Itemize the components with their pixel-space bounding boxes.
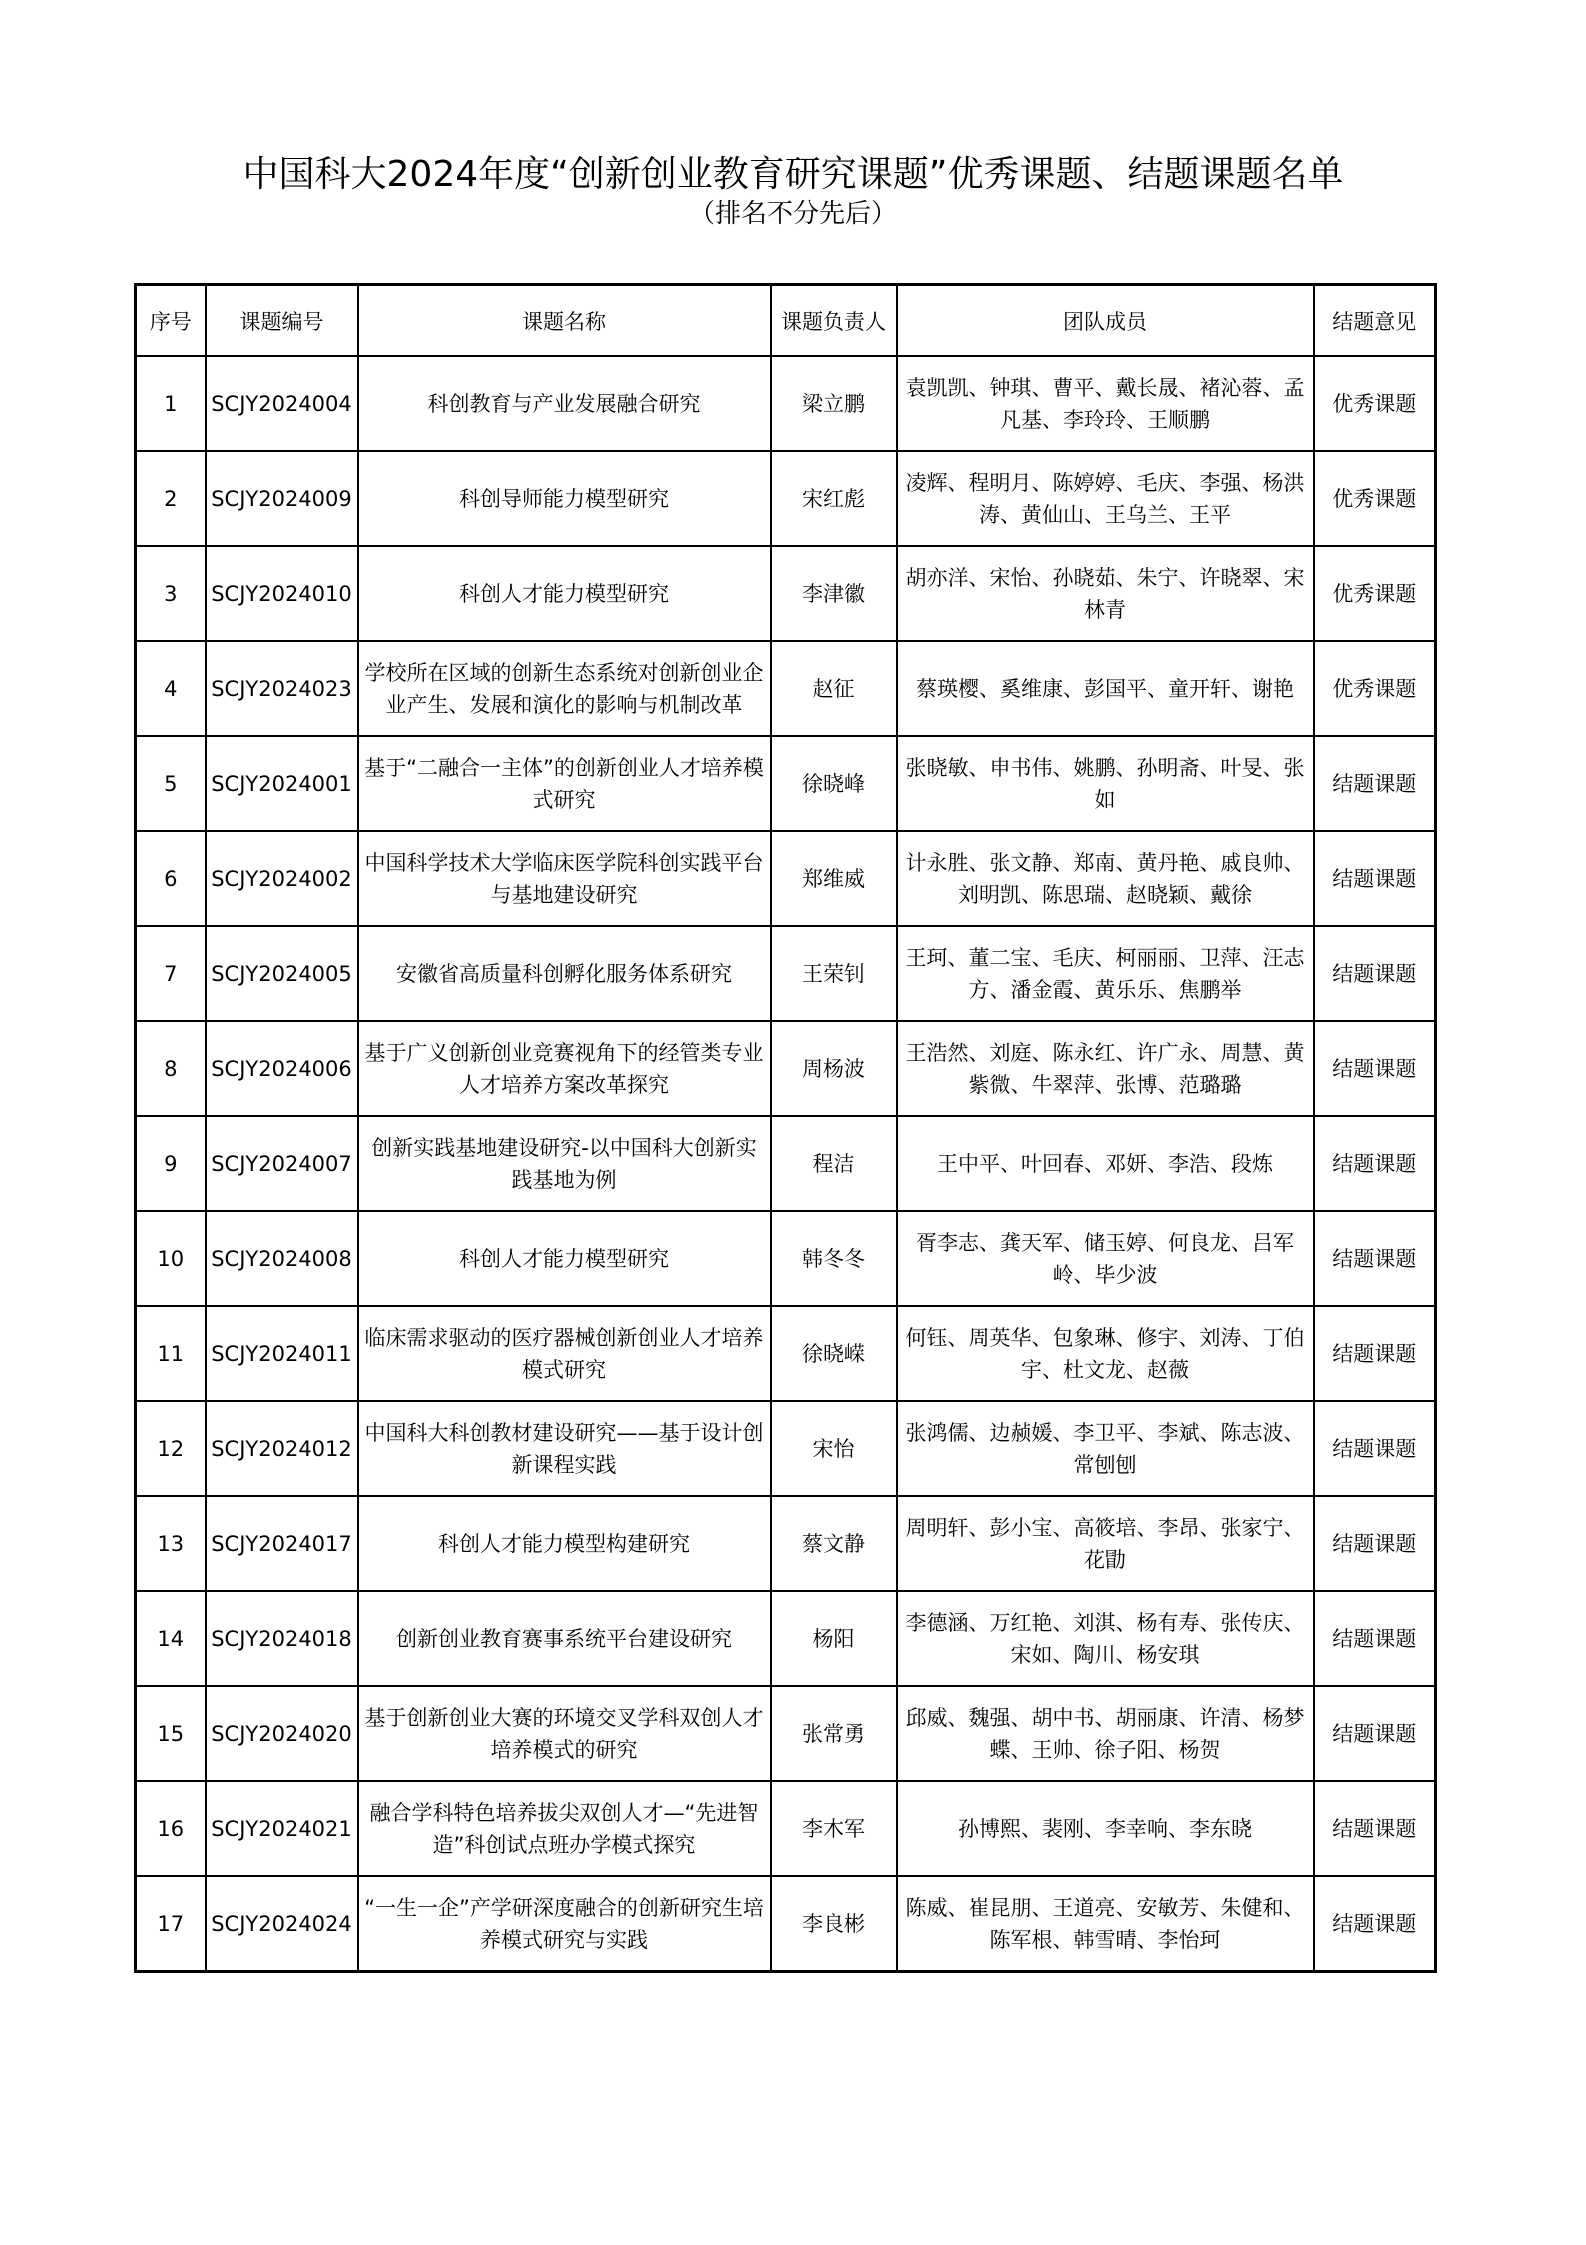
- row-members: 王浩然、刘庭、陈永红、许广永、周慧、黄紫微、牛翠萍、张博、范璐璐: [897, 1021, 1314, 1116]
- header-code: 课题编号: [206, 285, 358, 357]
- row-members: 胡亦洋、宋怡、孙晓茹、朱宁、许晓翠、宋林青: [897, 546, 1314, 641]
- row-leader: 徐晓嵘: [771, 1306, 897, 1401]
- project-table: [134, 283, 1437, 1973]
- table-row: [136, 451, 1436, 546]
- table-row: [136, 1876, 1436, 1972]
- row-opinion: 结题课题: [1314, 926, 1436, 1021]
- row-opinion: 结题课题: [1314, 1496, 1436, 1591]
- row-name: 创新实践基地建设研究-以中国科大创新实践基地为例: [358, 1116, 771, 1211]
- row-name: 安徽省高质量科创孵化服务体系研究: [358, 926, 771, 1021]
- row-seq: 12: [136, 1401, 206, 1496]
- row-members: 何钰、周英华、包象琳、修宇、刘涛、丁伯宇、杜文龙、赵薇: [897, 1306, 1314, 1401]
- row-code: SCJY2024001: [206, 736, 358, 831]
- row-leader: 蔡文静: [771, 1496, 897, 1591]
- row-seq: 7: [136, 926, 206, 1021]
- row-code: SCJY2024018: [206, 1591, 358, 1686]
- row-seq: 14: [136, 1591, 206, 1686]
- table-row: [136, 1021, 1436, 1116]
- row-seq: 15: [136, 1686, 206, 1781]
- row-leader: 赵征: [771, 641, 897, 736]
- row-leader: 郑维威: [771, 831, 897, 926]
- table-body: [136, 356, 1436, 1972]
- table-row: [136, 1591, 1436, 1686]
- row-seq: 1: [136, 356, 206, 451]
- table-row: [136, 831, 1436, 926]
- row-name: 中国科大科创教材建设研究——基于设计创新课程实践: [358, 1401, 771, 1496]
- row-code: SCJY2024009: [206, 451, 358, 546]
- row-members: 孙博熙、裴刚、李幸响、李东晓: [897, 1781, 1314, 1876]
- header-opinion: 结题意见: [1314, 285, 1436, 357]
- table-header-row: [136, 285, 1436, 357]
- row-seq: 17: [136, 1876, 206, 1972]
- row-leader: 宋怡: [771, 1401, 897, 1496]
- row-members: 张晓敏、申书伟、姚鹏、孙明斋、叶旻、张如: [897, 736, 1314, 831]
- row-opinion: 结题课题: [1314, 736, 1436, 831]
- row-name: 基于“二融合一主体”的创新创业人才培养模式研究: [358, 736, 771, 831]
- row-seq: 16: [136, 1781, 206, 1876]
- row-opinion: 优秀课题: [1314, 451, 1436, 546]
- table-row: [136, 1686, 1436, 1781]
- row-code: SCJY2024002: [206, 831, 358, 926]
- table-row: [136, 1211, 1436, 1306]
- row-seq: 4: [136, 641, 206, 736]
- row-members: 袁凯凯、钟琪、曹平、戴长晟、褚沁蓉、孟凡基、李玲玲、王顺鹏: [897, 356, 1314, 451]
- row-code: SCJY2024021: [206, 1781, 358, 1876]
- table-row: [136, 926, 1436, 1021]
- document-subtitle: （排名不分先后）: [688, 199, 897, 229]
- table-row: [136, 1496, 1436, 1591]
- table-row: [136, 641, 1436, 736]
- row-leader: 李津徽: [771, 546, 897, 641]
- row-opinion: 优秀课题: [1314, 356, 1436, 451]
- table-row: [136, 356, 1436, 451]
- row-leader: 李良彬: [771, 1876, 897, 1972]
- row-code: SCJY2024024: [206, 1876, 358, 1972]
- table-row: [136, 1781, 1436, 1876]
- row-leader: 韩冬冬: [771, 1211, 897, 1306]
- row-seq: 2: [136, 451, 206, 546]
- row-members: 王珂、董二宝、毛庆、柯丽丽、卫萍、汪志方、潘金霞、黄乐乐、焦鹏举: [897, 926, 1314, 1021]
- table-row: [136, 736, 1436, 831]
- row-code: SCJY2024004: [206, 356, 358, 451]
- row-leader: 程洁: [771, 1116, 897, 1211]
- row-seq: 10: [136, 1211, 206, 1306]
- table-row: [136, 546, 1436, 641]
- row-members: 凌辉、程明月、陈婷婷、毛庆、李强、杨洪涛、黄仙山、王乌兰、王平: [897, 451, 1314, 546]
- table-row: [136, 1306, 1436, 1401]
- row-name: 基于创新创业大赛的环境交叉学科双创人才培养模式的研究: [358, 1686, 771, 1781]
- row-opinion: 结题课题: [1314, 1021, 1436, 1116]
- row-seq: 8: [136, 1021, 206, 1116]
- row-members: 李德涵、万红艳、刘淇、杨有寿、张传庆、宋如、陶川、杨安琪: [897, 1591, 1314, 1686]
- row-opinion: 结题课题: [1314, 831, 1436, 926]
- row-leader: 梁立鹏: [771, 356, 897, 451]
- document-title: 中国科大2024年度“创新创业教育研究课题”优秀课题、结题课题名单: [242, 154, 1344, 195]
- header-leader: 课题负责人: [771, 285, 897, 357]
- row-seq: 9: [136, 1116, 206, 1211]
- row-opinion: 结题课题: [1314, 1306, 1436, 1401]
- row-name: 临床需求驱动的医疗器械创新创业人才培养模式研究: [358, 1306, 771, 1401]
- row-code: SCJY2024012: [206, 1401, 358, 1496]
- row-members: 蔡瑛樱、奚维康、彭国平、童开轩、谢艳: [897, 641, 1314, 736]
- row-opinion: 结题课题: [1314, 1876, 1436, 1972]
- row-opinion: 优秀课题: [1314, 546, 1436, 641]
- row-seq: 3: [136, 546, 206, 641]
- row-code: SCJY2024007: [206, 1116, 358, 1211]
- row-code: SCJY2024010: [206, 546, 358, 641]
- row-members: 周明轩、彭小宝、高筱培、李昂、张家宁、花勖: [897, 1496, 1314, 1591]
- row-name: 科创导师能力模型研究: [358, 451, 771, 546]
- row-code: SCJY2024020: [206, 1686, 358, 1781]
- row-members: 陈威、崔昆朋、王道亮、安敏芳、朱健和、陈军根、韩雪晴、李怡珂: [897, 1876, 1314, 1972]
- row-leader: 徐晓峰: [771, 736, 897, 831]
- row-members: 邱威、魏强、胡中书、胡丽康、许清、杨梦蝶、王帅、徐子阳、杨贺: [897, 1686, 1314, 1781]
- row-name: 科创人才能力模型研究: [358, 1211, 771, 1306]
- row-name: 中国科学技术大学临床医学院科创实践平台与基地建设研究: [358, 831, 771, 926]
- row-name: 基于广义创新创业竞赛视角下的经管类专业人才培养方案改革探究: [358, 1021, 771, 1116]
- row-leader: 王荣钊: [771, 926, 897, 1021]
- row-opinion: 结题课题: [1314, 1781, 1436, 1876]
- row-leader: 李木军: [771, 1781, 897, 1876]
- header-members: 团队成员: [897, 285, 1314, 357]
- row-members: 张鸿儒、边赪媛、李卫平、李斌、陈志波、常刨刨: [897, 1401, 1314, 1496]
- row-name: 融合学科特色培养拔尖双创人才—“先进智造”科创试点班办学模式探究: [358, 1781, 771, 1876]
- row-opinion: 结题课题: [1314, 1116, 1436, 1211]
- row-name: 科创教育与产业发展融合研究: [358, 356, 771, 451]
- row-code: SCJY2024008: [206, 1211, 358, 1306]
- row-seq: 6: [136, 831, 206, 926]
- row-members: 王中平、叶回春、邓妍、李浩、段炼: [897, 1116, 1314, 1211]
- row-opinion: 优秀课题: [1314, 641, 1436, 736]
- row-seq: 5: [136, 736, 206, 831]
- row-opinion: 结题课题: [1314, 1211, 1436, 1306]
- row-opinion: 结题课题: [1314, 1591, 1436, 1686]
- table-row: [136, 1116, 1436, 1211]
- row-seq: 11: [136, 1306, 206, 1401]
- row-code: SCJY2024011: [206, 1306, 358, 1401]
- row-name: 科创人才能力模型研究: [358, 546, 771, 641]
- row-leader: 周杨波: [771, 1021, 897, 1116]
- row-seq: 13: [136, 1496, 206, 1591]
- row-members: 计永胜、张文静、郑南、黄丹艳、戚良帅、刘明凯、陈思瑞、赵晓颖、戴徐: [897, 831, 1314, 926]
- table-row: [136, 1401, 1436, 1496]
- row-name: “一生一企”产学研深度融合的创新研究生培养模式研究与实践: [358, 1876, 771, 1972]
- row-opinion: 结题课题: [1314, 1686, 1436, 1781]
- header-name: 课题名称: [358, 285, 771, 357]
- row-leader: 张常勇: [771, 1686, 897, 1781]
- row-name: 创新创业教育赛事系统平台建设研究: [358, 1591, 771, 1686]
- row-code: SCJY2024006: [206, 1021, 358, 1116]
- row-code: SCJY2024005: [206, 926, 358, 1021]
- row-leader: 杨阳: [771, 1591, 897, 1686]
- header-seq: 序号: [136, 285, 206, 357]
- row-name: 科创人才能力模型构建研究: [358, 1496, 771, 1591]
- row-leader: 宋红彪: [771, 451, 897, 546]
- row-members: 胥李志、龚天军、储玉婷、何良龙、吕军岭、毕少波: [897, 1211, 1314, 1306]
- row-name: 学校所在区域的创新生态系统对创新创业企业产生、发展和演化的影响与机制改革: [358, 641, 771, 736]
- row-code: SCJY2024017: [206, 1496, 358, 1591]
- row-opinion: 结题课题: [1314, 1401, 1436, 1496]
- row-code: SCJY2024023: [206, 641, 358, 736]
